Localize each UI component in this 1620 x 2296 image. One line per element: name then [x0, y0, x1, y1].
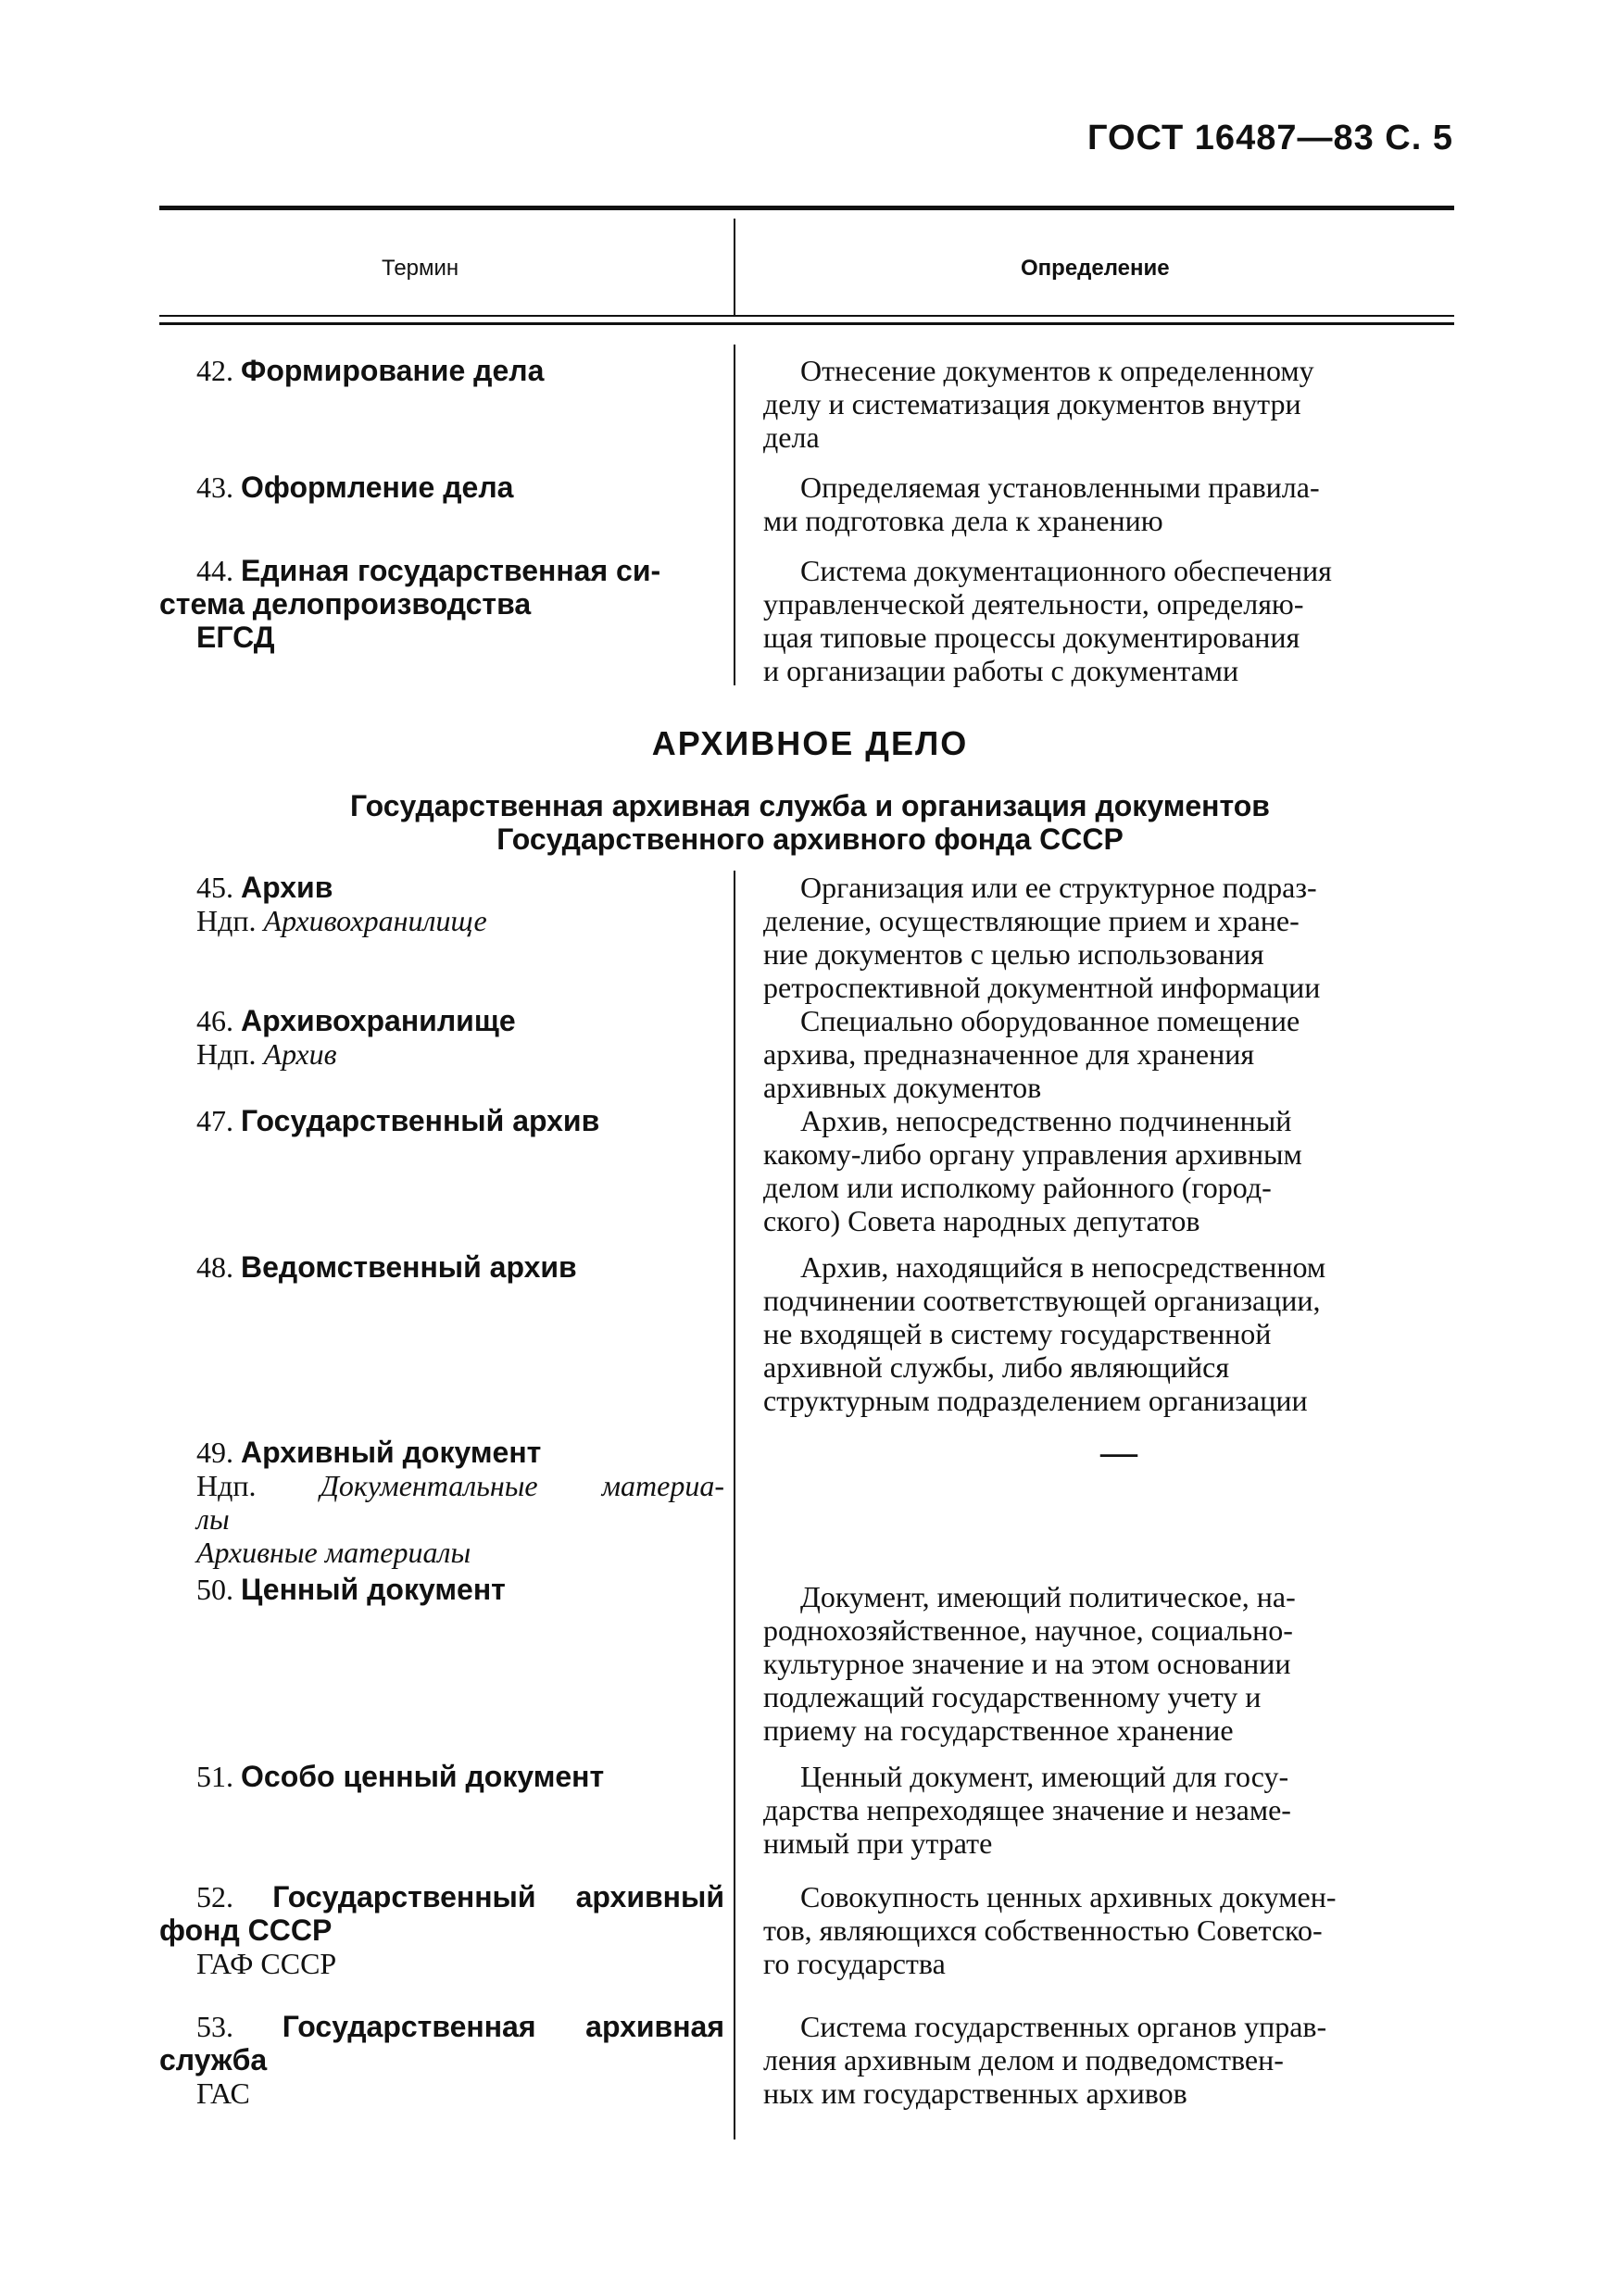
definition-cell	[763, 1004, 1452, 1104]
term-name: Оформление дела	[241, 470, 514, 504]
definition-line: делом или исполкому районного (город-	[763, 1171, 1272, 1204]
term-number: 46.	[196, 1004, 233, 1037]
term-name: Государственный архивный	[272, 1880, 725, 1913]
definition-line: роднохозяйственное, научное, социально-	[763, 1613, 1293, 1647]
ndp-label: Ндп.	[196, 904, 257, 937]
table-header-rule	[159, 315, 1454, 317]
definition-line: Совокупность ценных архивных докумен-	[800, 1880, 1337, 1913]
table-top-rule	[159, 206, 1454, 210]
term-cell	[159, 2010, 724, 2110]
definition-line: Архив, находящийся в непосредственном	[800, 1250, 1326, 1284]
ndp-term: Архивохранилище	[263, 904, 487, 937]
definition-line: структурным подразделением организации	[763, 1384, 1308, 1417]
definition-line: дела	[763, 420, 820, 454]
term-number: 51.	[196, 1760, 233, 1793]
definition-line: ние документов с целью использования	[763, 937, 1264, 971]
definition-cell	[763, 470, 1452, 537]
term-name: Единая государственная си-	[241, 554, 661, 587]
term-name: Формирование дела	[241, 354, 545, 387]
term-line	[159, 871, 724, 904]
term-number: 47.	[196, 1104, 233, 1137]
term-line	[159, 2010, 724, 2043]
definition-line: Организация или ее структурное подраз-	[800, 871, 1317, 904]
definition-line: ми подготовка дела к хранению	[763, 504, 1163, 537]
definition-cell	[763, 871, 1452, 1004]
definition-line: Система документационного обеспечения	[800, 554, 1332, 587]
term-name: Архивный документ	[241, 1436, 542, 1469]
definition-line: Документ, имеющий политическое, на-	[800, 1580, 1296, 1613]
term-name: Государственный архив	[241, 1104, 600, 1137]
term-number: 45.	[196, 871, 233, 904]
table-header-row	[159, 211, 1454, 315]
definition-line: ных им государственных архивов	[763, 2076, 1187, 2110]
term-cell	[159, 1250, 761, 1284]
term-line	[159, 554, 724, 587]
term-number: 44.	[196, 554, 233, 587]
definition-line: Специально оборудованное помещение	[800, 1004, 1300, 1037]
definition-line: ретроспективной документной информации	[763, 971, 1321, 1004]
ndp-term-continuation: лы	[196, 1502, 230, 1536]
term-number: 48.	[196, 1250, 233, 1284]
definition-cell	[763, 1760, 1452, 1860]
table-header-rule-double	[159, 322, 1454, 325]
term-number: 52.	[196, 1880, 233, 1913]
definition-line: культурное значение и на этом основании	[763, 1647, 1291, 1680]
term-line: служба	[159, 2043, 268, 2076]
term-number: 53.	[196, 2010, 233, 2043]
term-cell	[159, 1573, 761, 1606]
term-cell	[159, 871, 724, 937]
definition-line: архивной службы, либо являющийся	[763, 1350, 1230, 1384]
header-column-divider	[734, 219, 735, 315]
definition-line: Архив, непосредственно подчиненный	[800, 1104, 1292, 1137]
definition-line: деление, осуществляющие прием и хране-	[763, 904, 1300, 937]
definition-line: Ценный документ, имеющий для госу-	[800, 1760, 1289, 1793]
definition-cell	[763, 1250, 1452, 1417]
term-name: Ведомственный архив	[241, 1250, 577, 1284]
definition-line: тов, являющихся собственностью Советско-	[763, 1913, 1323, 1947]
definition-cell	[763, 554, 1452, 687]
ndp-term: Архив	[263, 1037, 337, 1071]
definition-line: архивных документов	[763, 1071, 1042, 1104]
term-number: 43.	[196, 470, 233, 504]
definition-line: приему на государственное хранение	[763, 1713, 1234, 1747]
term-cell	[159, 1436, 724, 1569]
term-name: Государственная архивная	[282, 2010, 725, 2043]
term-name: Архив	[241, 871, 333, 904]
term-number: 42.	[196, 354, 233, 387]
term-cell	[159, 354, 761, 387]
not-allowed-term	[159, 1037, 724, 1071]
definition-cell	[763, 1580, 1452, 1747]
ndp-label: Ндп.	[196, 1037, 257, 1071]
term-name: Ценный документ	[241, 1573, 506, 1606]
section-subtitle-line1: Государственная архивная служба и организация документов	[350, 789, 1270, 822]
definition-line: го государства	[763, 1947, 946, 1980]
term-cell	[159, 1760, 761, 1793]
not-allowed-term	[159, 904, 724, 937]
definition-line: дарства непреходящее значение и незаме-	[763, 1793, 1291, 1826]
column-divider-block1	[734, 345, 735, 685]
ndp-term: Архивные материалы	[196, 1536, 471, 1569]
definition-line: Система государственных органов управ-	[800, 2010, 1327, 2043]
definition-cell	[763, 354, 1452, 454]
definition-line: архива, предназначенное для хранения	[763, 1037, 1255, 1071]
term-line: стема делопроизводства	[159, 587, 532, 621]
not-allowed-term	[159, 1469, 724, 1502]
definition-cell	[763, 1104, 1452, 1237]
definition-line: ления архивным делом и подведомствен-	[763, 2043, 1284, 2076]
section-subtitle-line2: Государственного архивного фонда СССР	[496, 822, 1124, 856]
definition-line: какому-либо органу управления архивным	[763, 1137, 1302, 1171]
term-number: 50.	[196, 1573, 233, 1606]
term-cell	[159, 1004, 724, 1071]
term-abbreviation: ГАС	[196, 2076, 250, 2110]
definition-line: не входящей в систему государственной	[763, 1317, 1272, 1350]
definition-line: нимый при утрате	[763, 1826, 993, 1860]
term-cell	[159, 1880, 724, 1980]
term-name: Особо ценный документ	[241, 1760, 605, 1793]
column-header-definition: Определение	[1021, 256, 1170, 281]
term-cell	[159, 470, 761, 504]
term-number: 49.	[196, 1436, 233, 1469]
term-line	[159, 1436, 724, 1469]
definition-line: Отнесение документов к определенному	[800, 354, 1314, 387]
column-header-term: Термин	[382, 256, 459, 281]
definition-dash: —	[1100, 1431, 1137, 1473]
term-cell	[159, 554, 724, 654]
section-title: АРХИВНОЕ ДЕЛО	[651, 724, 969, 762]
definition-cell	[763, 1880, 1452, 1980]
definition-line: управленческой деятельности, определяю-	[763, 587, 1304, 621]
ndp-term: Документальные материа-	[320, 1469, 724, 1502]
term-abbreviation: ЕГСД	[196, 621, 275, 654]
page-header-title: ГОСТ 16487—83 С. 5	[1086, 119, 1453, 157]
term-abbreviation: ГАФ СССР	[196, 1947, 337, 1980]
definition-line: подчинении соответствующей организации,	[763, 1284, 1321, 1317]
definition-line: и организации работы с документами	[763, 654, 1239, 687]
term-line: фонд СССР	[159, 1913, 333, 1947]
column-divider-block2	[734, 871, 735, 2139]
definition-line: делу и систематизация документов внутри	[763, 387, 1301, 420]
term-line	[159, 1004, 724, 1037]
term-line	[159, 1880, 724, 1913]
term-name: Архивохранилище	[241, 1004, 516, 1037]
definition-line: щая типовые процессы документирования	[763, 621, 1300, 654]
definition-cell	[763, 2010, 1452, 2110]
ndp-label: Ндп.	[196, 1469, 257, 1502]
definition-line: Определяемая установленными правила-	[800, 470, 1320, 504]
definition-line: подлежащий государственному учету и	[763, 1680, 1262, 1713]
term-cell	[159, 1104, 761, 1137]
definition-line: ского) Совета народных депутатов	[763, 1204, 1200, 1237]
